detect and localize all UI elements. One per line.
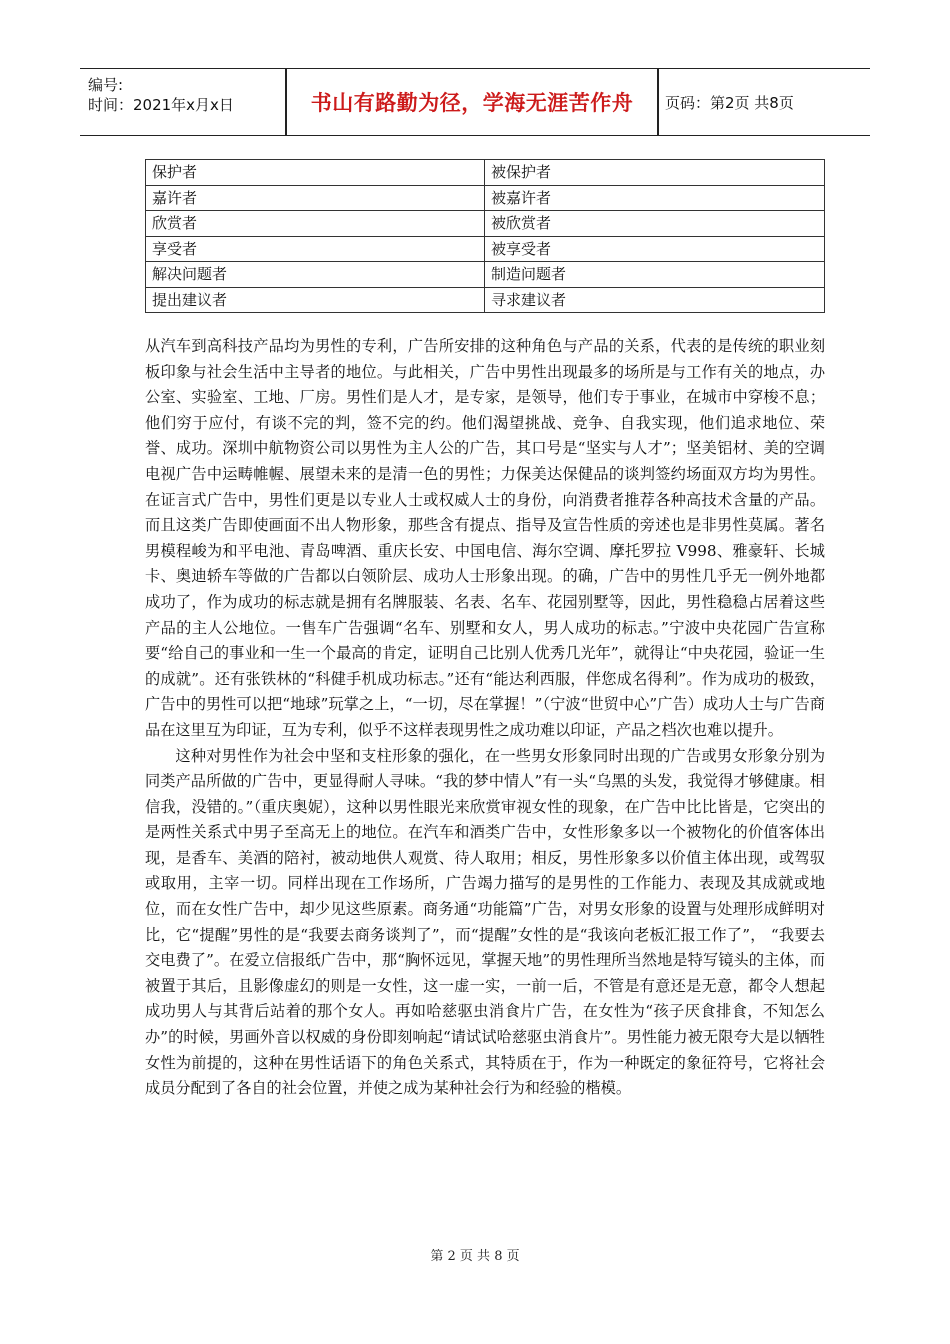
table-cell: 保护者 [146, 160, 485, 186]
header-motto: 书山有路勤为径，学海无涯苦作舟 [310, 91, 634, 115]
page-header [80, 68, 870, 136]
table-cell: 被保护者 [485, 160, 825, 186]
header-divider [657, 69, 659, 135]
table-cell: 寻求建议者 [485, 287, 825, 313]
table-row [146, 236, 825, 262]
table-row [146, 262, 825, 288]
date-label: 时间：2021年x月x日 [88, 96, 234, 114]
page-footer: 第 2 页 共 8 页 [430, 1249, 520, 1264]
table-cell: 制造问题者 [485, 262, 825, 288]
header-meta [88, 75, 283, 115]
table-row [146, 160, 825, 186]
header-page-info: 页码：第2页 共8页 [665, 93, 794, 112]
table-cell: 解决问题者 [146, 262, 485, 288]
table-cell: 嘉许者 [146, 185, 485, 211]
paragraph: 这种对男性作为社会中坚和支柱形象的强化，在一些男女形象同时出现的广告或男女形象分别为同类产品所做的广告中，更显得耐人寻味。“我的梦中情人”有一头“乌黑的头发，我觉得才够健康。相信我，没错的。”（重庆奥妮），这种以男性眼光来欣赏审视女性的现象，在广告中比比皆是，它突出的是两性关系式中男子至高无上的地位。在汽车和酒类广告中，女性形象多以一个被物化的价值客体出现，是香车、美酒的陪衬，被动地供人观赏、待人取用；相反，男性形象多以价值主体出现，或驾驭或取用，主宰一切。同样出现在工作场所，广告竭力描写的是男性的工作能力、表现及其成就或地位，而在女性广告中，却少见这些原素。商务通“功能篇”广告，对男女形象的设置与处理形成鲜明对比，它“提醒”男性的是“我要去商务谈判了”，而“提醒”女性的是“我该向老板汇报工作了”， “我要去交电费了”。在爱立信报纸广告中，那“胸怀远见，掌握天地”的男性理所当然地是特写镜头的主体，而被置于其后，且影像虚幻的则是一女性，这一虚一实，一前一后，不管是有意还是无意，都令人想起成功男人与其背后站着的那个女人。再如哈慈驱虫消食片广告，在女性为“孩子厌食排食，不知怎么办”的时候，男画外音以权威的身份即刻响起“请试试哈慈驱虫消食片”。男性能力被无限夸大是以牺牲女性为前提的，这种在男性话语下的角色关系式，其特质在于，作为一种既定的象征符号，它将社会成员分配到了各自的社会位置，并使之成为某种社会行为和经验的楷模。 [145, 746, 825, 1098]
table-cell: 被欣赏者 [485, 211, 825, 237]
serial-label: 编号: [88, 76, 124, 94]
table-cell: 被嘉许者 [485, 185, 825, 211]
roles-table [145, 159, 825, 313]
table-cell: 提出建议者 [146, 287, 485, 313]
table-cell: 享受者 [146, 236, 485, 262]
table-row [146, 185, 825, 211]
body-text [145, 334, 825, 1102]
table-row [146, 211, 825, 237]
paragraph: 从汽车到高科技产品均为男性的专利，广告所安排的这种角色与产品的关系，代表的是传统的职业刻板印象与社会生活中主导者的地位。与此相关，广告中男性出现最多的场所是与工作有关的地点，办公室、实验室、工地、厂房。男性们是人才，是专家，是领导，他们专于事业，在城市中穿梭不息；他们穷于应付，有谈不完的判，签不完的约。他们渴望挑战、竞争、自我实现，他们追求地位、荣誉、成功。深圳中航物资公司以男性为主人公的广告，其口号是“坚实与人才”；坚美铝材、美的空调电视广告中运畴帷幄、展望未来的是清一色的男性；力保美达保健品的谈判签约场面双方均为男性。在证言式广告中，男性们更是以专业人士或权威人士的身份，向消费者推荐各种高技术含量的产品。而且这类广告即使画面不出人物形象，那些含有提点、指导及宣告性质的旁述也是非男性莫属。著名男模程峻为和平电池、青岛啤酒、重庆长安、中国电信、海尔空调、摩托罗拉 V998、雅豪轩、长城卡、奥迪轿车等做的广告都以白领阶层、成功人士形象出现。的确，广告中的男性几乎无一例外地都成功了，作为成功的标志就是拥有名牌服装、名表、名车、花园别墅等，因此，男性稳稳占居着这些产品的主人公地位。一售车广告强调“名车、别墅和女人，男人成功的标志。”宁波中央花园广告宣称要“给自己的事业和一生一个最高的肯定，证明自己比别人优秀几光年”，就得让“中央花园，验证一生的成就”。还有张铁林的“科健手机成功标志。”还有“能达利西服，伴您成名得利”。作为成功的极致，广告中的男性可以把“地球”玩掌之上，“一切，尽在掌握！”（宁波“世贸中心”广告）成功人士与广告商品在这里互为印证，互为专利，似乎不这样表现男性之成功难以印证，产品之档次也难以提升。 [145, 337, 825, 739]
table-row [146, 287, 825, 313]
table-cell: 欣赏者 [146, 211, 485, 237]
table-cell: 被享受者 [485, 236, 825, 262]
